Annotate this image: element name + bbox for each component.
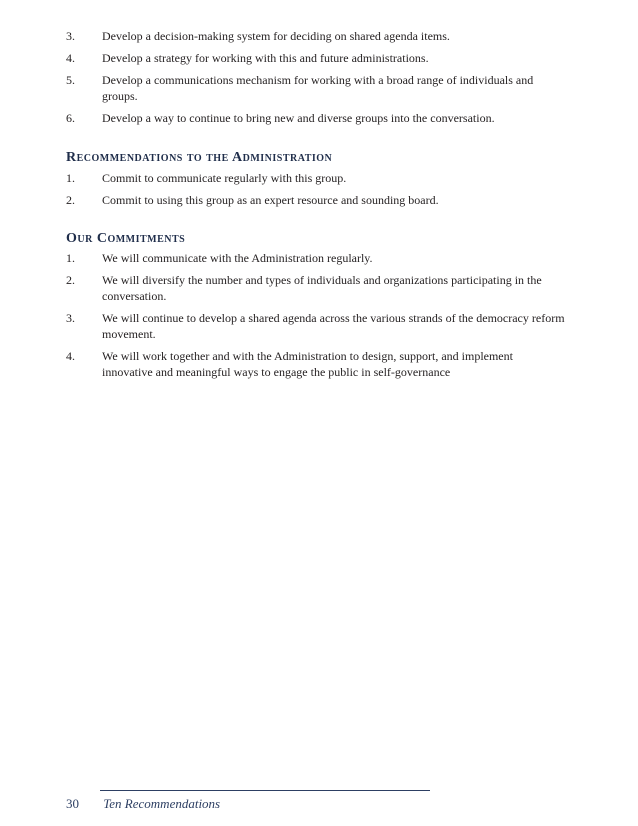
footer-rule <box>100 790 430 791</box>
list-number: 2. <box>66 273 75 287</box>
list-item <box>66 110 566 126</box>
list-text: Develop a way to continue to bring new and diverse groups into the conversation. <box>102 111 495 125</box>
list-item <box>66 72 566 104</box>
list-number: 2. <box>66 193 75 207</box>
footer-title: Ten Recommendations <box>103 796 221 811</box>
list-text: We will communicate with the Administration regularly. <box>102 251 373 265</box>
section-heading-administration: Recommendations to the Administration <box>66 150 333 165</box>
list-number: 3. <box>66 311 75 325</box>
list-item <box>66 310 566 342</box>
list-item <box>66 170 566 186</box>
commitments-list <box>66 250 566 380</box>
list-number: 5. <box>66 73 75 87</box>
list-number: 6. <box>66 111 75 125</box>
administration-list <box>66 170 566 208</box>
list-number: 3. <box>66 29 75 43</box>
list-number: 4. <box>66 51 75 65</box>
page-number: 30 <box>66 796 79 811</box>
list-text: We will continue to develop a shared agenda across the various strands of the democracy reform movement. <box>102 311 565 341</box>
list-item <box>66 272 566 304</box>
list-item <box>66 192 566 208</box>
list-text: Commit to using this group as an expert resource and sounding board. <box>102 193 439 207</box>
list-text: Develop a communications mechanism for working with a broad range of individuals and groups. <box>102 73 534 103</box>
intro-list <box>66 28 566 126</box>
list-text: Commit to communicate regularly with this group. <box>102 171 347 185</box>
list-number: 4. <box>66 349 75 363</box>
list-number: 1. <box>66 251 75 265</box>
list-text: Develop a strategy for working with this and future administrations. <box>102 51 429 65</box>
list-item <box>66 250 566 266</box>
page-footer <box>66 796 220 812</box>
section-heading-commitments: Our Commitments <box>66 231 186 246</box>
list-item <box>66 50 566 66</box>
list-number: 1. <box>66 171 75 185</box>
list-text: We will diversify the number and types of individuals and organizations participating in the conversation. <box>102 273 542 303</box>
list-text: We will work together and with the Administration to design, support, and implement innovative and meaningful ways to engage the public in self-governance <box>102 349 513 379</box>
list-text: Develop a decision-making system for deciding on shared agenda items. <box>102 29 450 43</box>
list-item <box>66 28 566 44</box>
list-item <box>66 348 566 380</box>
